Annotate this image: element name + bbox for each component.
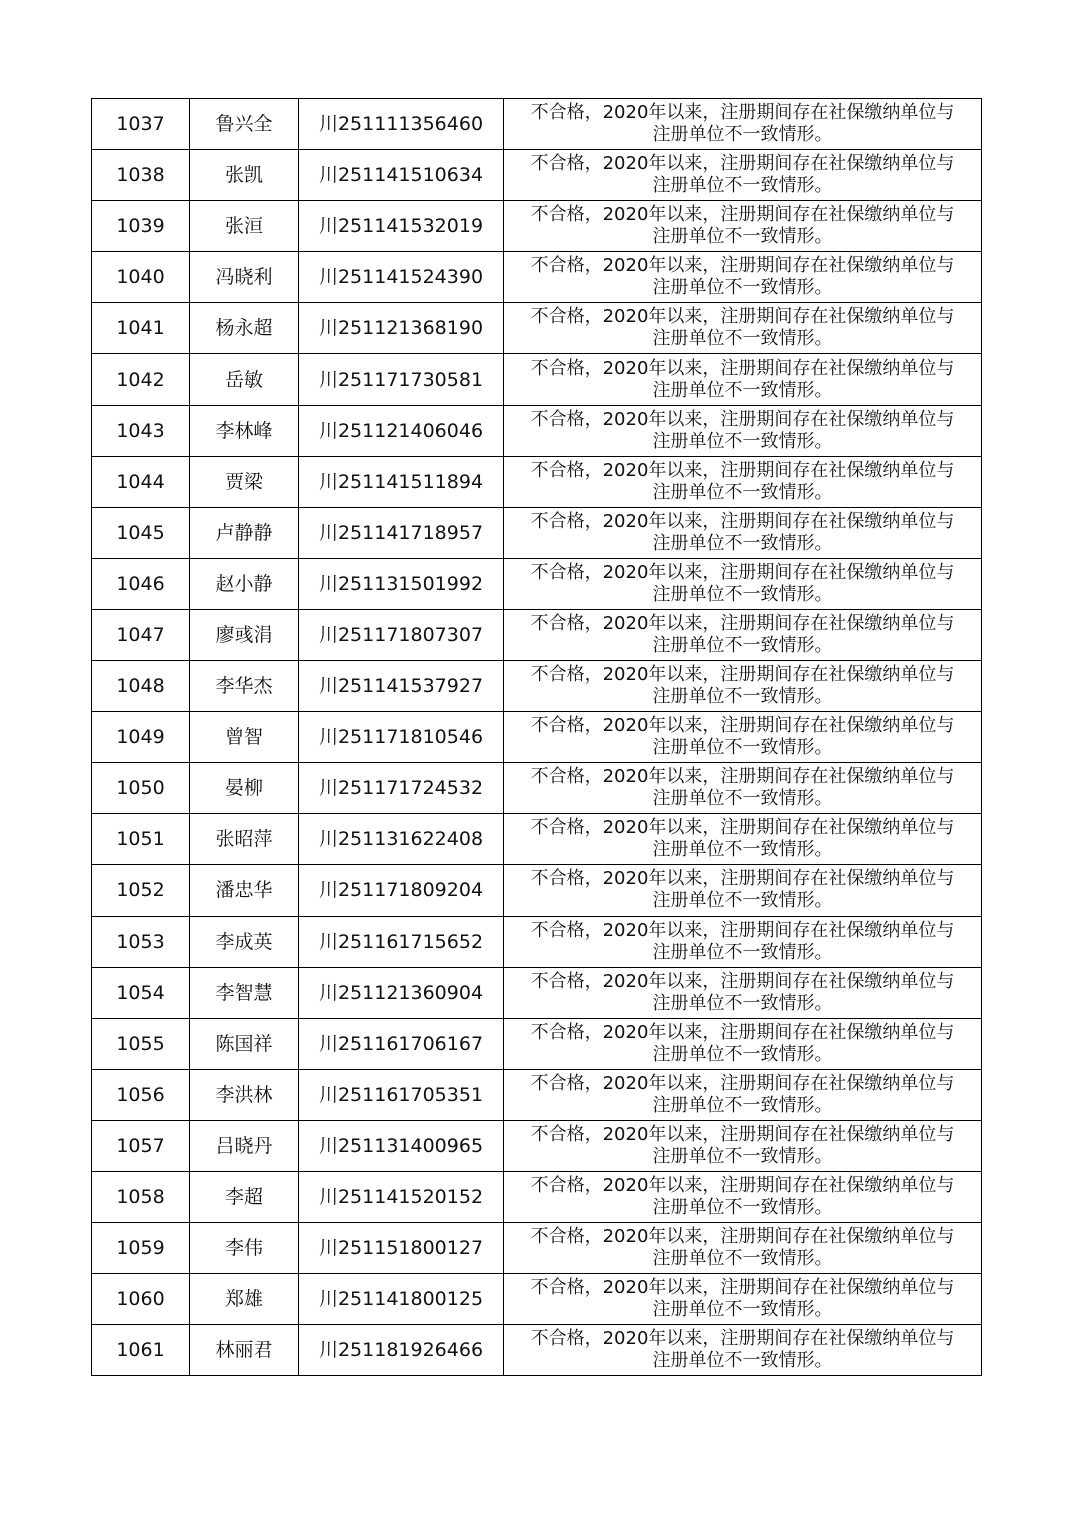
check-result-line-1: 不合格，2020年以来，注册期间存在社保缴纳单位与 [530,817,955,839]
check-result-line-1: 不合格，2020年以来，注册期间存在社保缴纳单位与 [530,153,955,175]
table-row [92,1274,982,1325]
table-row [92,507,982,558]
certificate-number-cell: 川251141532019 [299,201,504,252]
person-name-cell: 卢静静 [190,507,299,558]
serial-number-cell: 1046 [92,558,190,609]
table-row [92,916,982,967]
check-result-cell [504,99,982,150]
serial-number-cell: 1047 [92,609,190,660]
check-result-line-2: 注册单位不一致情形。 [652,992,833,1014]
check-result-cell [504,456,982,507]
serial-number-cell: 1052 [92,865,190,916]
check-result-cell [504,1325,982,1376]
serial-number-cell: 1057 [92,1120,190,1171]
table-row [92,865,982,916]
certificate-number-cell: 川251121406046 [299,405,504,456]
check-result-cell [504,916,982,967]
serial-number-cell: 1040 [92,252,190,303]
table-row [92,354,982,405]
certificate-number-cell: 川251181926466 [299,1325,504,1376]
table-row [92,763,982,814]
serial-number-cell: 1045 [92,507,190,558]
check-result-line-2: 注册单位不一致情形。 [652,226,833,248]
person-name-cell: 林丽君 [190,1325,299,1376]
table-row [92,609,982,660]
check-result-cell [504,1274,982,1325]
check-result-cell [504,354,982,405]
table-row [92,252,982,303]
table-row [92,1171,982,1222]
check-result-line-2: 注册单位不一致情形。 [652,379,833,401]
check-result-line-2: 注册单位不一致情形。 [652,839,833,861]
certificate-number-cell: 川251161705351 [299,1069,504,1120]
check-result-line-1: 不合格，2020年以来，注册期间存在社保缴纳单位与 [530,612,955,634]
serial-number-cell: 1042 [92,354,190,405]
certificate-number-cell: 川251171724532 [299,763,504,814]
check-result-line-2: 注册单位不一致情形。 [652,328,833,350]
check-result-cell [504,609,982,660]
check-result-line-1: 不合格，2020年以来，注册期间存在社保缴纳单位与 [530,459,955,481]
serial-number-cell: 1038 [92,150,190,201]
serial-number-cell: 1056 [92,1069,190,1120]
certificate-number-cell: 川251131400965 [299,1120,504,1171]
check-result-line-1: 不合格，2020年以来，注册期间存在社保缴纳单位与 [530,1277,955,1299]
check-result-line-2: 注册单位不一致情形。 [652,1094,833,1116]
certificate-number-cell: 川251141511894 [299,456,504,507]
table-row [92,814,982,865]
person-name-cell: 潘忠华 [190,865,299,916]
check-result-cell [504,558,982,609]
check-result-line-1: 不合格，2020年以来，注册期间存在社保缴纳单位与 [530,255,955,277]
serial-number-cell: 1049 [92,712,190,763]
check-result-line-1: 不合格，2020年以来，注册期间存在社保缴纳单位与 [530,510,955,532]
person-name-cell: 岳敏 [190,354,299,405]
check-result-line-2: 注册单位不一致情形。 [652,1197,833,1219]
check-result-line-1: 不合格，2020年以来，注册期间存在社保缴纳单位与 [530,664,955,686]
certificate-number-cell: 川251141718957 [299,507,504,558]
person-name-cell: 李伟 [190,1223,299,1274]
certificate-number-cell: 川251141800125 [299,1274,504,1325]
serial-number-cell: 1051 [92,814,190,865]
check-result-line-1: 不合格，2020年以来，注册期间存在社保缴纳单位与 [530,1175,955,1197]
check-result-line-2: 注册单位不一致情形。 [652,634,833,656]
check-result-line-1: 不合格，2020年以来，注册期间存在社保缴纳单位与 [530,306,955,328]
check-result-line-1: 不合格，2020年以来，注册期间存在社保缴纳单位与 [530,868,955,890]
certificate-number-cell: 川251151800127 [299,1223,504,1274]
serial-number-cell: 1043 [92,405,190,456]
table-row [92,150,982,201]
certificate-number-cell: 川251171810546 [299,712,504,763]
check-result-line-1: 不合格，2020年以来，注册期间存在社保缴纳单位与 [530,1021,955,1043]
person-name-cell: 杨永超 [190,303,299,354]
certificate-number-cell: 川251141524390 [299,252,504,303]
check-result-line-2: 注册单位不一致情形。 [652,788,833,810]
table-row [92,661,982,712]
person-name-cell: 曾智 [190,712,299,763]
table-row [92,558,982,609]
records-table-body [92,99,982,1376]
table-row [92,201,982,252]
records-table [91,98,982,1376]
person-name-cell: 鲁兴全 [190,99,299,150]
serial-number-cell: 1048 [92,661,190,712]
check-result-cell [504,661,982,712]
certificate-number-cell: 川251111356460 [299,99,504,150]
check-result-line-2: 注册单位不一致情形。 [652,532,833,554]
check-result-cell [504,1171,982,1222]
person-name-cell: 吕晓丹 [190,1120,299,1171]
check-result-cell [504,1223,982,1274]
serial-number-cell: 1054 [92,967,190,1018]
person-name-cell: 张洹 [190,201,299,252]
check-result-line-1: 不合格，2020年以来，注册期间存在社保缴纳单位与 [530,919,955,941]
serial-number-cell: 1060 [92,1274,190,1325]
check-result-line-1: 不合格，2020年以来，注册期间存在社保缴纳单位与 [530,715,955,737]
certificate-number-cell: 川251141510634 [299,150,504,201]
check-result-line-2: 注册单位不一致情形。 [652,686,833,708]
person-name-cell: 李成英 [190,916,299,967]
person-name-cell: 陈国祥 [190,1018,299,1069]
check-result-cell [504,763,982,814]
check-result-cell [504,1120,982,1171]
table-row [92,1018,982,1069]
check-result-line-1: 不合格，2020年以来，注册期间存在社保缴纳单位与 [530,766,955,788]
certificate-number-cell: 川251161706167 [299,1018,504,1069]
check-result-line-2: 注册单位不一致情形。 [652,941,833,963]
check-result-line-1: 不合格，2020年以来，注册期间存在社保缴纳单位与 [530,561,955,583]
check-result-line-2: 注册单位不一致情形。 [652,583,833,605]
check-result-line-1: 不合格，2020年以来，注册期间存在社保缴纳单位与 [530,357,955,379]
person-name-cell: 李智慧 [190,967,299,1018]
table-row [92,405,982,456]
check-result-cell [504,201,982,252]
check-result-cell [504,150,982,201]
person-name-cell: 晏柳 [190,763,299,814]
check-result-line-2: 注册单位不一致情形。 [652,737,833,759]
check-result-cell [504,507,982,558]
table-row [92,99,982,150]
check-result-line-2: 注册单位不一致情形。 [652,481,833,503]
person-name-cell: 李林峰 [190,405,299,456]
check-result-cell [504,967,982,1018]
check-result-line-1: 不合格，2020年以来，注册期间存在社保缴纳单位与 [530,1123,955,1145]
person-name-cell: 李洪林 [190,1069,299,1120]
certificate-number-cell: 川251141537927 [299,661,504,712]
check-result-line-1: 不合格，2020年以来，注册期间存在社保缴纳单位与 [530,1226,955,1248]
person-name-cell: 冯晓利 [190,252,299,303]
check-result-line-2: 注册单位不一致情形。 [652,430,833,452]
serial-number-cell: 1041 [92,303,190,354]
check-result-line-1: 不合格，2020年以来，注册期间存在社保缴纳单位与 [530,970,955,992]
table-row [92,1325,982,1376]
person-name-cell: 赵小静 [190,558,299,609]
check-result-cell [504,814,982,865]
serial-number-cell: 1058 [92,1171,190,1222]
check-result-line-2: 注册单位不一致情形。 [652,1350,833,1372]
table-row [92,712,982,763]
serial-number-cell: 1061 [92,1325,190,1376]
certificate-number-cell: 川251171730581 [299,354,504,405]
check-result-line-1: 不合格，2020年以来，注册期间存在社保缴纳单位与 [530,102,955,124]
table-row [92,1223,982,1274]
check-result-line-1: 不合格，2020年以来，注册期间存在社保缴纳单位与 [530,1328,955,1350]
check-result-line-2: 注册单位不一致情形。 [652,175,833,197]
certificate-number-cell: 川251121368190 [299,303,504,354]
check-result-line-2: 注册单位不一致情形。 [652,1145,833,1167]
check-result-cell [504,865,982,916]
check-result-line-2: 注册单位不一致情形。 [652,890,833,912]
check-result-cell [504,252,982,303]
check-result-line-1: 不合格，2020年以来，注册期间存在社保缴纳单位与 [530,408,955,430]
person-name-cell: 李超 [190,1171,299,1222]
table-row [92,967,982,1018]
check-result-line-1: 不合格，2020年以来，注册期间存在社保缴纳单位与 [530,1072,955,1094]
certificate-number-cell: 川251121360904 [299,967,504,1018]
check-result-line-2: 注册单位不一致情形。 [652,124,833,146]
certificate-number-cell: 川251171807307 [299,609,504,660]
person-name-cell: 张昭萍 [190,814,299,865]
certificate-number-cell: 川251141520152 [299,1171,504,1222]
check-result-line-1: 不合格，2020年以来，注册期间存在社保缴纳单位与 [530,204,955,226]
table-row [92,1120,982,1171]
serial-number-cell: 1037 [92,99,190,150]
check-result-cell [504,303,982,354]
check-result-line-2: 注册单位不一致情形。 [652,277,833,299]
person-name-cell: 张凯 [190,150,299,201]
serial-number-cell: 1050 [92,763,190,814]
serial-number-cell: 1059 [92,1223,190,1274]
serial-number-cell: 1053 [92,916,190,967]
check-result-line-2: 注册单位不一致情形。 [652,1043,833,1065]
certificate-number-cell: 川251131622408 [299,814,504,865]
check-result-line-2: 注册单位不一致情形。 [652,1299,833,1321]
check-result-cell [504,712,982,763]
serial-number-cell: 1055 [92,1018,190,1069]
person-name-cell: 贾梁 [190,456,299,507]
person-name-cell: 郑雄 [190,1274,299,1325]
certificate-number-cell: 川251171809204 [299,865,504,916]
certificate-number-cell: 川251131501992 [299,558,504,609]
certificate-number-cell: 川251161715652 [299,916,504,967]
check-result-cell [504,1069,982,1120]
serial-number-cell: 1039 [92,201,190,252]
table-row [92,303,982,354]
check-result-cell [504,1018,982,1069]
person-name-cell: 李华杰 [190,661,299,712]
person-name-cell: 廖彧涓 [190,609,299,660]
table-row [92,1069,982,1120]
serial-number-cell: 1044 [92,456,190,507]
table-row [92,456,982,507]
check-result-line-2: 注册单位不一致情形。 [652,1248,833,1270]
check-result-cell [504,405,982,456]
